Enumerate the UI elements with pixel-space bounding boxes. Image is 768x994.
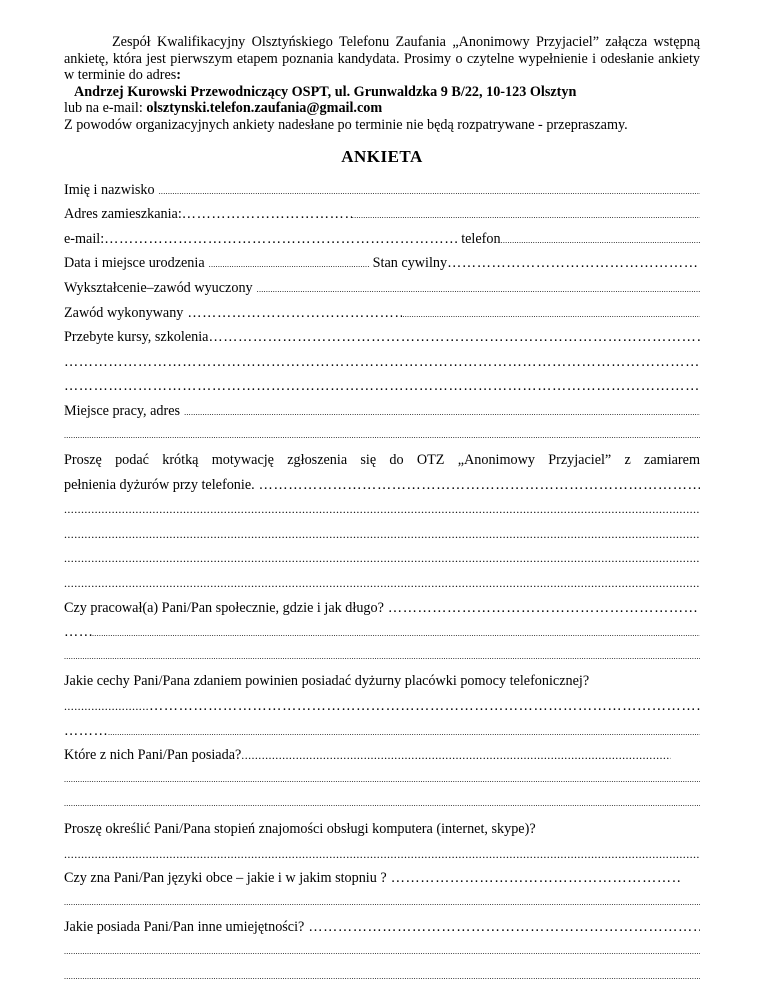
question-social-work[interactable]	[64, 596, 700, 621]
computer-answer[interactable]	[64, 842, 700, 867]
field-profession[interactable]	[64, 301, 700, 326]
question-text: Czy zna Pani/Pan języki obce – jakie i w jakim stopniu ?	[64, 870, 387, 887]
intro-text: Zespół Kwalifikacyjny Olsztyńskiego Telefonu Zaufania „Anonimowy Przyjaciel” załącza wstępną ankietę, która jest pierwszym etapem poznania kandydata. Prosimy o czytelne wypełnienie i odesłanie ankiety w terminie do adres	[64, 34, 700, 84]
traits-answer[interactable]	[64, 719, 700, 744]
answer-line[interactable]	[64, 546, 700, 571]
intro-colon: :	[176, 67, 182, 84]
answer-line[interactable]	[388, 596, 700, 621]
answer-line[interactable]	[257, 278, 700, 301]
answer-line[interactable]	[64, 374, 700, 399]
answer-line[interactable]	[64, 350, 700, 375]
answer-line[interactable]	[64, 424, 700, 449]
contact-email: olsztynski.telefon.zaufania@gmail.com	[146, 100, 383, 117]
answer-line[interactable]	[241, 743, 671, 768]
field-address[interactable]	[64, 202, 700, 227]
survey-form	[64, 178, 700, 990]
answer-line[interactable]	[259, 473, 700, 498]
languages-answer[interactable]	[64, 891, 700, 916]
answer-line[interactable]	[64, 620, 92, 645]
field-name[interactable]	[64, 178, 700, 203]
field-email-phone[interactable]	[64, 227, 700, 252]
answer-line[interactable]	[64, 792, 700, 817]
motivation-answer[interactable]	[64, 571, 700, 596]
social-work-answer[interactable]	[64, 620, 700, 645]
survey-page	[64, 34, 700, 989]
answer-line[interactable]	[64, 571, 700, 596]
motivation-answer[interactable]	[64, 497, 700, 522]
answer-line[interactable]	[208, 325, 700, 350]
motivation-answer[interactable]	[64, 546, 700, 571]
intro-block	[64, 34, 700, 134]
answer-line[interactable]	[64, 522, 700, 547]
field-label: telefon	[461, 230, 501, 247]
answer-line[interactable]	[149, 694, 700, 719]
field-label: Zawód wykonywany	[64, 304, 184, 321]
page-title: ANKIETA	[341, 146, 423, 166]
question-text: Proszę określić Pani/Pana stopień znajomości obsługi komputera (internet, skype)?	[64, 821, 536, 837]
answer-line[interactable]	[64, 891, 700, 916]
answer-line[interactable]	[159, 180, 700, 203]
own-traits-answer[interactable]	[64, 792, 700, 817]
question-computer	[64, 817, 700, 842]
marital-answer-line[interactable]	[447, 251, 700, 276]
field-label: Imię i nazwisko	[64, 181, 155, 198]
social-work-answer[interactable]	[64, 645, 700, 670]
field-label: Miejsce pracy, adres	[64, 402, 181, 419]
answer-line[interactable]	[64, 940, 700, 965]
answer-line[interactable]	[64, 719, 108, 744]
recipient-address: Andrzej Kurowski Przewodniczący OSPT, ul. Grunwaldzka 9 B/22, 10-123 Olsztyn	[74, 83, 577, 100]
question-own-traits[interactable]	[64, 743, 700, 768]
field-birth-marital[interactable]	[64, 251, 700, 276]
field-education[interactable]	[64, 276, 700, 301]
traits-answer[interactable]	[64, 694, 700, 719]
field-workplace[interactable]	[64, 399, 700, 424]
answer-line[interactable]	[402, 303, 700, 326]
answer-line[interactable]	[184, 401, 700, 424]
question-text: Jakie cechy Pani/Pana zdaniem powinien posiadać dyżurny placówki pomocy telefonicznej?	[64, 673, 590, 690]
answer-line[interactable]	[64, 768, 700, 793]
answer-line[interactable]	[108, 721, 700, 744]
answer-line[interactable]	[64, 694, 149, 719]
question-text: Które z nich Pani/Pan posiada?	[64, 747, 242, 764]
motivation-answer[interactable]	[64, 473, 700, 498]
answer-line[interactable]	[64, 965, 700, 990]
answer-line[interactable]	[64, 645, 700, 670]
question-text: Proszę podać krótką motywację zgłoszenia się do OTZ „Anonimowy Przyjaciel” z zamiarem	[64, 452, 700, 469]
answer-line[interactable]	[352, 204, 700, 227]
question-text: Jakie posiada Pani/Pan inne umiejętności?	[64, 919, 305, 936]
question-text: Czy pracował(a) Pani/Pan społecznie, gdzie i jak długo?	[64, 599, 384, 616]
answer-line[interactable]	[64, 497, 700, 522]
question-traits	[64, 669, 700, 694]
field-label: e-mail:	[64, 230, 105, 247]
answer-line[interactable]	[92, 622, 700, 645]
own-traits-answer[interactable]	[64, 768, 700, 793]
email-line	[64, 100, 700, 117]
email-answer-line[interactable]	[104, 227, 457, 252]
deadline-notice: Z powodów organizacyjnych ankiety nadesłane po terminie nie będą rozpatrywane - przepraszamy.	[64, 116, 628, 133]
field-courses-cont[interactable]	[64, 350, 700, 375]
skills-answer[interactable]	[64, 940, 700, 965]
answer-line[interactable]	[187, 301, 402, 326]
answer-line[interactable]	[308, 915, 700, 940]
birth-answer-line[interactable]	[209, 253, 369, 276]
answer-line[interactable]	[182, 202, 352, 227]
answer-line[interactable]	[64, 842, 700, 867]
question-text: pełnienia dyżurów przy telefonie.	[64, 476, 255, 493]
field-workplace-cont[interactable]	[64, 424, 700, 449]
field-label: Data i miejsce urodzenia	[64, 255, 205, 272]
skills-answer[interactable]	[64, 965, 700, 990]
field-label: Stan cywilny	[372, 255, 448, 272]
field-courses-cont[interactable]	[64, 374, 700, 399]
question-motivation	[64, 448, 700, 473]
question-languages[interactable]	[64, 866, 700, 891]
field-label: Adres zamieszkania:	[64, 206, 182, 223]
motivation-answer[interactable]	[64, 522, 700, 547]
email-prefix: lub na e-mail:	[64, 100, 147, 117]
phone-answer-line[interactable]	[501, 229, 700, 252]
field-label: Wykształcenie–zawód wyuczony	[64, 279, 253, 296]
intro-paragraph	[64, 34, 700, 84]
field-courses[interactable]	[64, 325, 700, 350]
answer-line[interactable]	[391, 866, 681, 891]
field-label: Przebyte kursy, szkolenia	[64, 329, 209, 346]
question-skills[interactable]	[64, 915, 700, 940]
